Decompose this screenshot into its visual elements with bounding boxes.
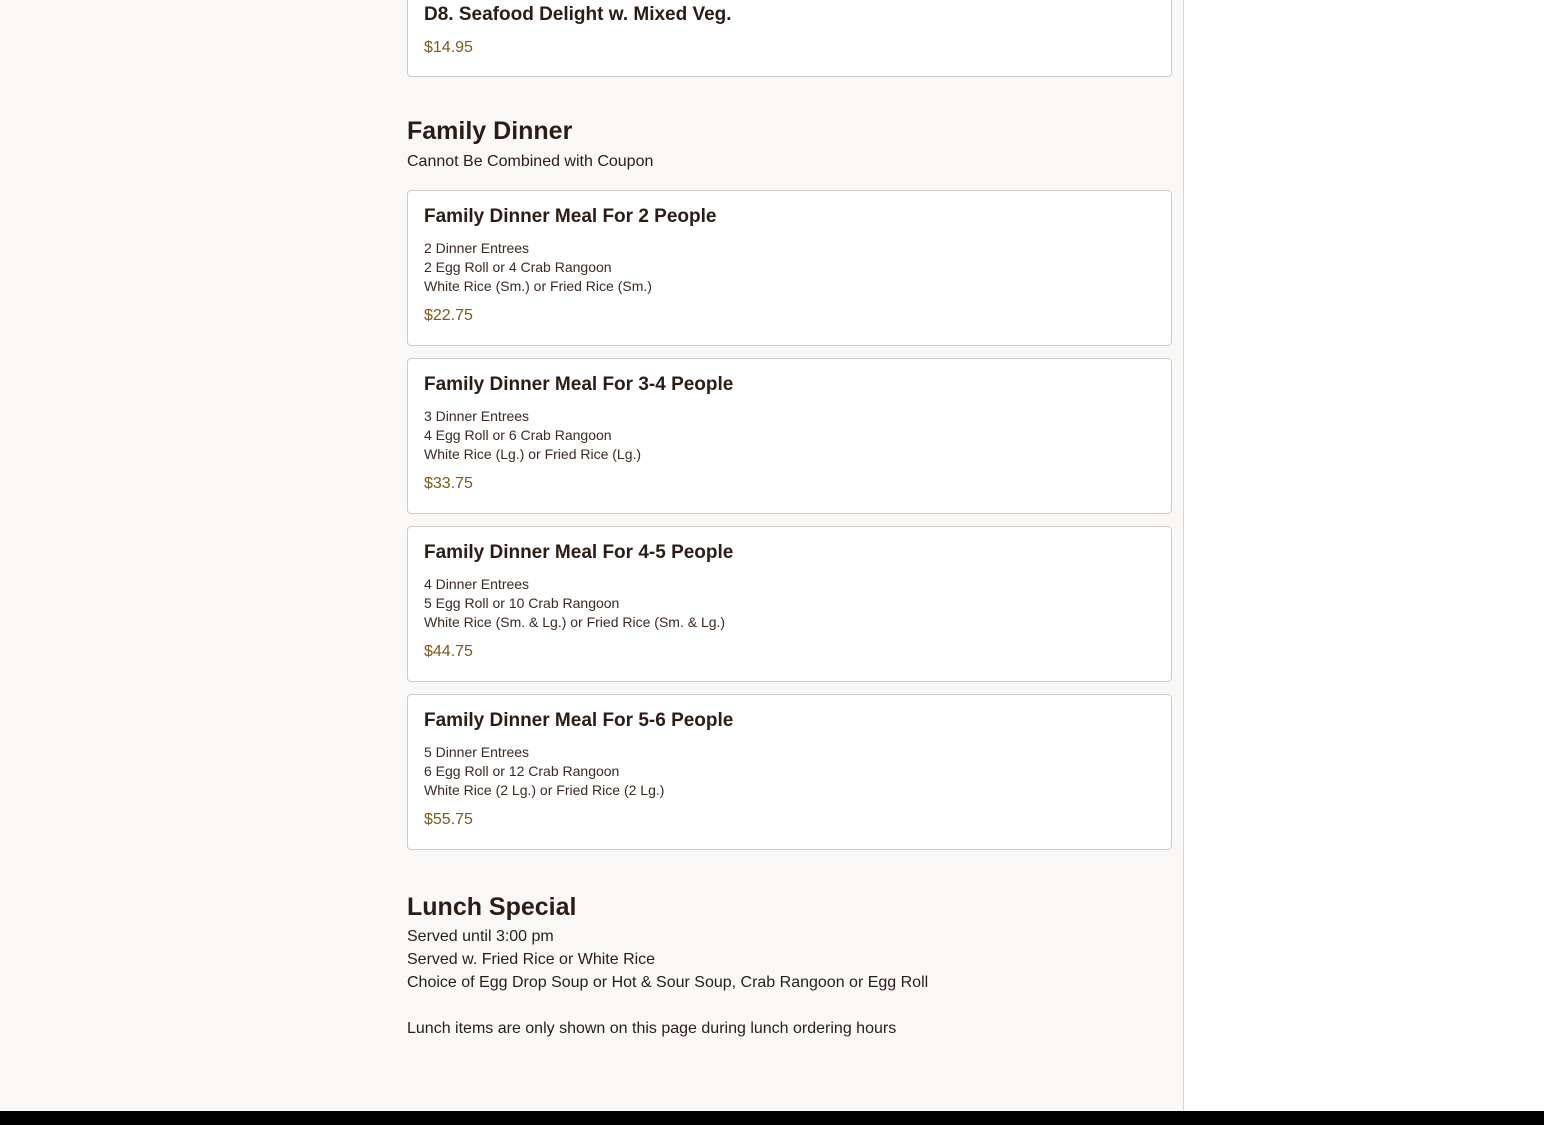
- menu-item-description: [424, 743, 1155, 800]
- menu-item-price: $44.75: [424, 643, 473, 660]
- description-line: 5 Egg Roll or 10 Crab Rangoon: [424, 595, 620, 611]
- cart-pane: [1184, 0, 1544, 1111]
- section-title: Lunch Special: [407, 893, 577, 921]
- description-line: White Rice (Sm.) or Fried Rice (Sm.): [424, 278, 652, 294]
- description-line: 6 Egg Roll or 12 Crab Rangoon: [424, 763, 620, 779]
- section-subtitle: Cannot Be Combined with Coupon: [407, 153, 654, 170]
- menu-item-title: D8. Seafood Delight w. Mixed Veg.: [424, 4, 732, 25]
- family-dinner-list: [407, 190, 1172, 850]
- description-line: White Rice (2 Lg.) or Fried Rice (2 Lg.): [424, 782, 665, 798]
- description-line: 5 Dinner Entrees: [424, 744, 530, 760]
- description-line: 4 Egg Roll or 6 Crab Rangoon: [424, 427, 612, 443]
- section-subtitle-line: Served until 3:00 pm: [407, 928, 554, 945]
- description-line: 4 Dinner Entrees: [424, 576, 530, 592]
- description-line: 2 Dinner Entrees: [424, 240, 530, 256]
- description-line: White Rice (Lg.) or Fried Rice (Lg.): [424, 446, 642, 462]
- menu-item-card[interactable]: [407, 358, 1172, 514]
- menu-item-description: [424, 407, 1155, 464]
- family-dinner-section: [407, 116, 1172, 862]
- menu-item-title: Family Dinner Meal For 5-6 People: [424, 710, 734, 731]
- menu-item-card[interactable]: [407, 190, 1172, 346]
- menu-item-price: $22.75: [424, 307, 473, 324]
- menu-item-description: [424, 239, 1155, 296]
- menu-item-card[interactable]: [407, 0, 1172, 77]
- menu-item-card[interactable]: [407, 694, 1172, 850]
- description-line: White Rice (Sm. & Lg.) or Fried Rice (Sm. & Lg.): [424, 614, 726, 630]
- lunch-special-section: [407, 892, 1172, 1040]
- description-line: 3 Dinner Entrees: [424, 408, 530, 424]
- description-line: 2 Egg Roll or 4 Crab Rangoon: [424, 259, 612, 275]
- section-title: Family Dinner: [407, 117, 573, 145]
- menu-item-title: Family Dinner Meal For 2 People: [424, 206, 717, 227]
- section-subtitle-line: Choice of Egg Drop Soup or Hot & Sour Soup, Crab Rangoon or Egg Roll: [407, 974, 929, 991]
- section-subtitle-line: Served w. Fried Rice or White Rice: [407, 951, 656, 968]
- menu-item-title: Family Dinner Meal For 4-5 People: [424, 542, 734, 563]
- menu-item-card[interactable]: [407, 526, 1172, 682]
- menu-item-description: [424, 575, 1155, 632]
- menu-item-price: $55.75: [424, 811, 473, 828]
- menu-item-title: Family Dinner Meal For 3-4 People: [424, 374, 734, 395]
- lunch-hours-note: Lunch items are only shown on this page during lunch ordering hours: [407, 1020, 897, 1037]
- menu-item-price: $14.95: [424, 39, 473, 56]
- menu-item-price: $33.75: [424, 475, 473, 492]
- footer-bar: [0, 1111, 1544, 1125]
